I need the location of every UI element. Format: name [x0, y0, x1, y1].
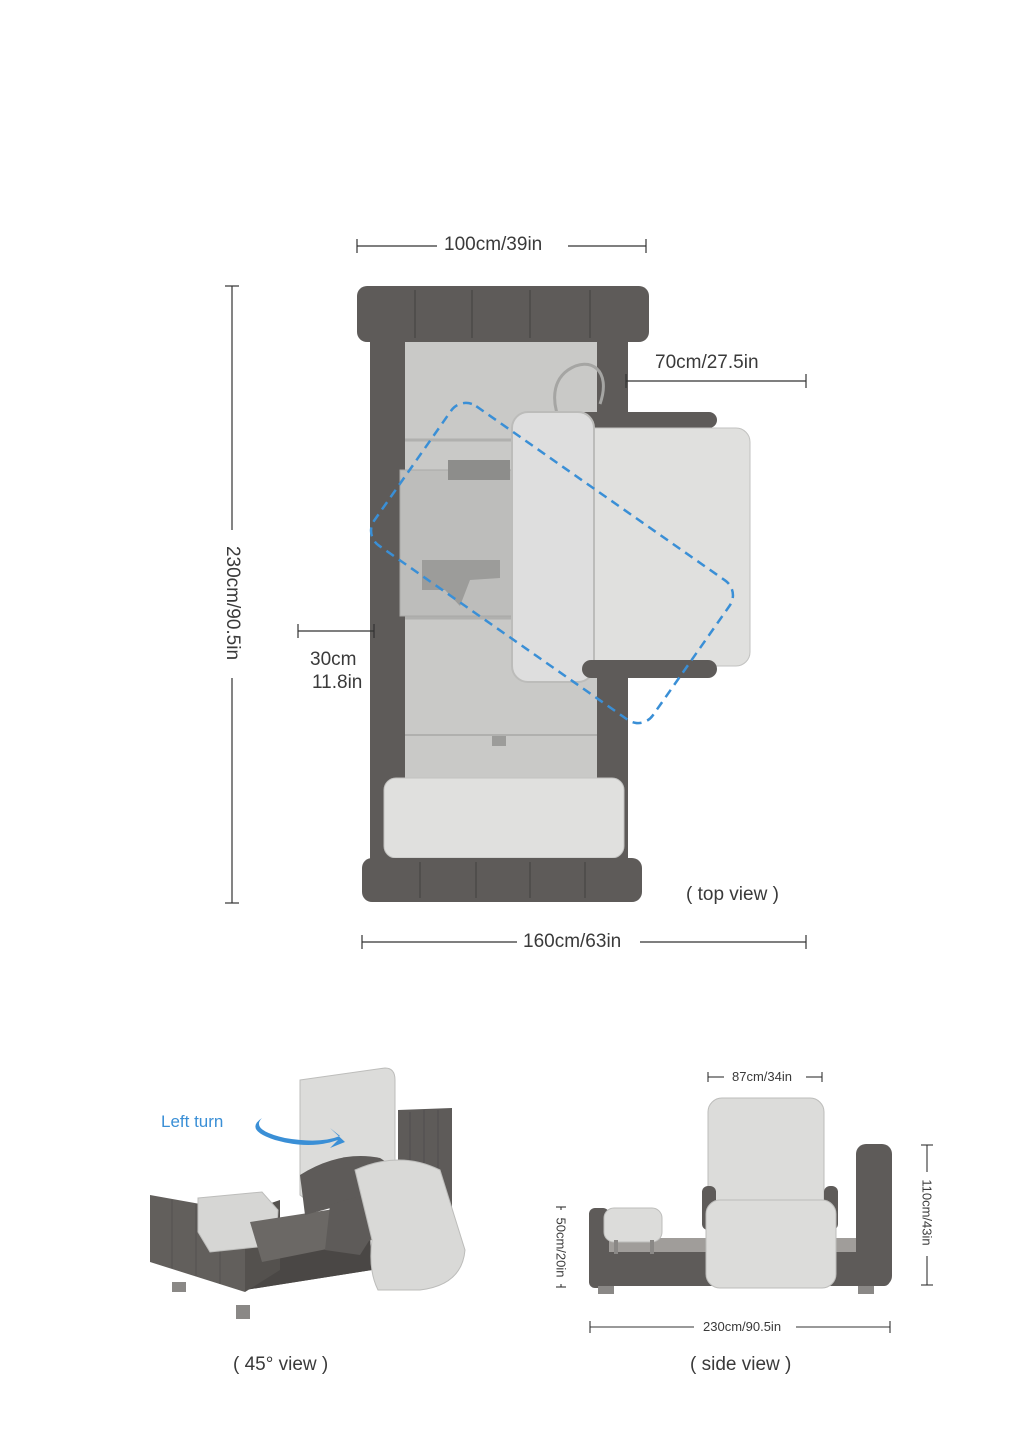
bottom-width-label: 160cm/63in	[523, 931, 622, 952]
back-height-label: 110cm/43in	[919, 1179, 935, 1246]
height-label: 230cm/90.5in	[222, 545, 243, 661]
headboard	[357, 286, 649, 342]
footrest-height-label: 50cm/20in	[553, 1217, 569, 1278]
gap-label-line1: 30cm	[310, 649, 357, 670]
seat-width-label: 87cm/34in	[732, 1069, 792, 1084]
footboard	[362, 858, 642, 902]
view-45-drawing	[150, 1068, 465, 1319]
gap-label-line2: 11.8in	[312, 672, 363, 693]
top-width-label: 100cm/39in	[444, 234, 543, 255]
view-45-caption: ( 45° view )	[233, 1354, 329, 1375]
top-view-caption: ( top view )	[686, 884, 779, 905]
chair-seat-side	[706, 1200, 836, 1288]
top-view-drawing	[357, 286, 750, 902]
arm-extension-label: 70cm/27.5in	[655, 352, 759, 373]
side-view-caption: ( side view )	[690, 1354, 792, 1375]
side-view-drawing	[589, 1098, 892, 1294]
footrest-cushion	[384, 778, 624, 858]
chair-backrest	[512, 412, 594, 682]
side-length-label: 230cm/90.5in	[703, 1319, 782, 1334]
left-turn-label: Left turn	[161, 1112, 224, 1131]
